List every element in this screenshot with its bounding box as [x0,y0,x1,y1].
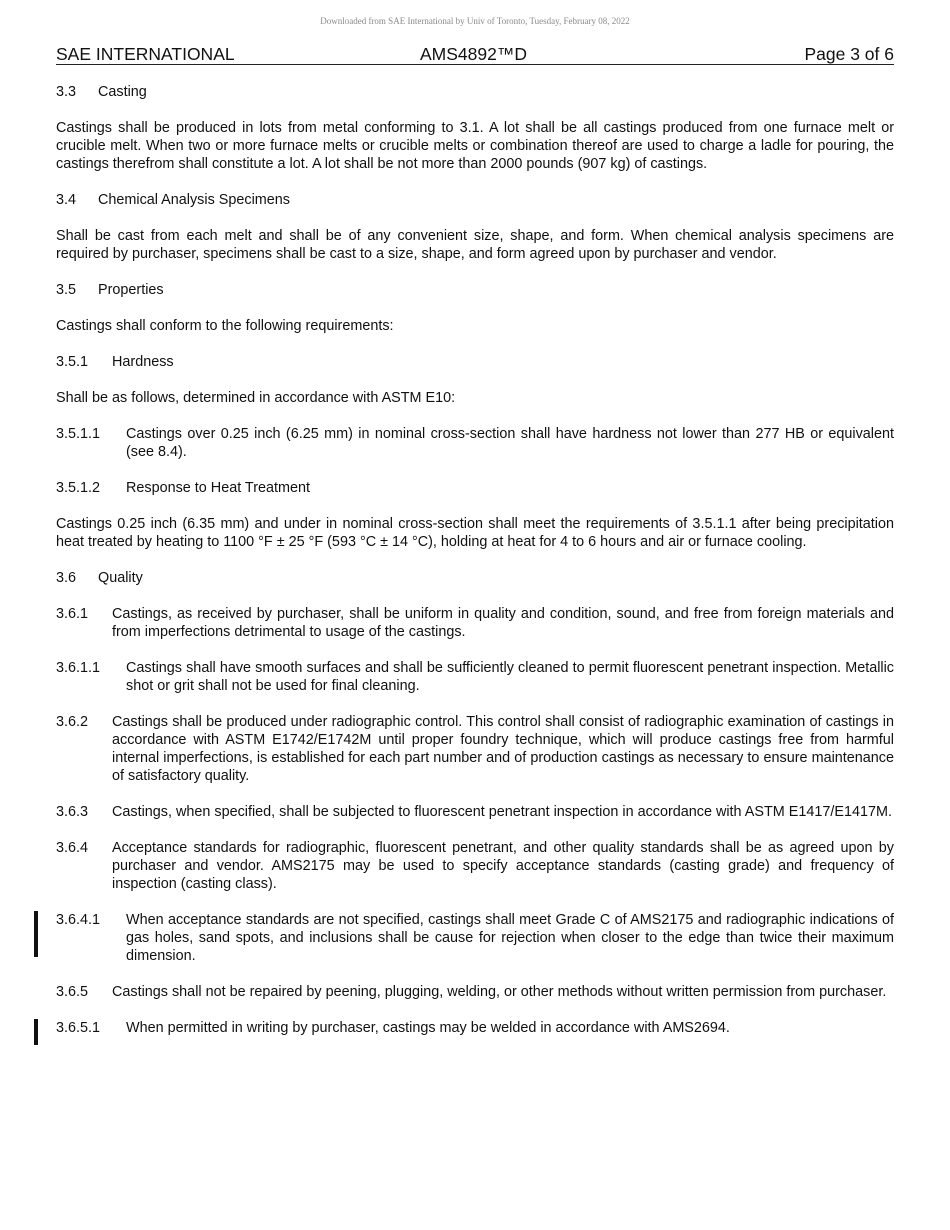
clause-number: 3.6.3 [56,804,89,820]
section-number: 3.5.1 [56,354,89,370]
header-publisher: SAE INTERNATIONAL [56,44,235,64]
section-title: Properties [98,282,164,298]
clause-3-6-1-1 [56,659,894,695]
section-body-3-5-1-2: Castings 0.25 inch (6.35 mm) and under in nominal cross-section shall meet the requirements of 3.5.1.1 after being precipitation heat treated by heating to 1100 °F ± 25 °F (593 °C ± 14 °C), holding at heat for 4 to 6 hours and air or furnace cooling. [56,516,894,550]
section-title: Response to Heat Treatment [126,480,310,496]
clause-text: Acceptance standards for radiographic, fluorescent penetrant, and other quality standards shall be as agreed upon by purchaser and vendor. AMS2175 may be used to specify acceptance standards (casting grade) and frequency of inspection (casting class). [112,840,894,892]
clause-3-6-5 [56,983,894,1001]
clause-number: 3.6.1 [56,606,89,622]
clause-text: Castings shall have smooth surfaces and shall be sufficiently cleaned to permit fluorescent penetrant inspection. Metallic shot or grit shall not be used for final cleaning. [126,660,894,694]
document-body [56,83,894,1055]
clause-text: Castings shall be produced under radiographic control. This control shall consist of radiographic examination of castings in accordance with ASTM E1742/E1742M until proper foundry technique, which will produce castings free from harmful internal imperfections, is established for each part number and of production castings as necessary to ensure maintenance of satisfactory quality. [112,714,894,784]
section-body-3-4: Shall be cast from each melt and shall be of any convenient size, shape, and form. When chemical analysis specimens are required by purchaser, specimens shall be cast to a size, shape, and form agreed upon by purchaser and vendor. [56,228,894,262]
page-header [56,44,894,65]
section-body-3-5: Castings shall conform to the following requirements: [56,318,394,334]
clause-text: Castings over 0.25 inch (6.25 mm) in nominal cross-section shall have hardness not lower than 277 HB or equivalent (see 8.4). [126,426,894,460]
revision-change-bar [34,1019,38,1045]
clause-3-6-4 [56,839,894,893]
section-body-3-3: Castings shall be produced in lots from metal conforming to 3.1. A lot shall be all castings produced from one furnace melt or crucible melt. When two or more furnace melts or crucible melts or combination thereof are used to charge a ladle for pouring, the castings therefrom shall constitute a lot. A lot shall be not more than 2000 pounds (907 kg) of castings. [56,120,894,172]
section-number: 3.3 [56,84,77,100]
section-heading-3-5-1-2 [56,479,894,497]
clause-3-6-4-1 [56,911,894,965]
clause-3-6-3 [56,803,894,821]
clause-number: 3.6.4 [56,840,89,856]
clause-number: 3.6.5.1 [56,1020,101,1036]
clause-text: Castings, when specified, shall be subjected to fluorescent penetrant inspection in accordance with ASTM E1417/E1417M. [112,804,892,820]
clause-text: When acceptance standards are not specified, castings shall meet Grade C of AMS2175 and radiographic indications of gas holes, sand spots, and inclusions shall be cause for rejection when closer to the edge than twice their maximum dimension. [126,912,894,964]
section-heading-3-4 [56,191,894,209]
section-number: 3.5.1.2 [56,480,101,496]
clause-number: 3.5.1.1 [56,426,101,442]
revision-change-bar [34,911,38,957]
section-heading-3-6 [56,569,894,587]
section-number: 3.4 [56,192,77,208]
section-number: 3.5 [56,282,77,298]
clause-number: 3.6.1.1 [56,660,101,676]
section-heading-3-5 [56,281,894,299]
clause-text: When permitted in writing by purchaser, castings may be welded in accordance with AMS2694. [126,1020,730,1036]
clause-3-6-1 [56,605,894,641]
clause-number: 3.6.2 [56,714,89,730]
section-title: Chemical Analysis Specimens [98,192,290,208]
clause-text: Castings, as received by purchaser, shall be uniform in quality and condition, sound, and free from foreign materials and from imperfections detrimental to usage of the castings. [112,606,894,640]
clause-3-6-5-1 [56,1019,894,1037]
clause-number: 3.6.5 [56,984,89,1000]
clause-text: Castings shall not be repaired by peening, plugging, welding, or other methods without written permission from purchaser. [112,984,887,1000]
section-number: 3.6 [56,570,77,586]
header-document-id: AMS4892™D [420,44,527,64]
section-body-3-5-1: Shall be as follows, determined in accordance with ASTM E10: [56,390,456,406]
section-heading-3-3 [56,83,894,101]
header-page-number: Page 3 of 6 [804,44,894,64]
section-title: Quality [98,570,143,586]
section-heading-3-5-1 [56,353,894,371]
section-title: Casting [98,84,147,100]
section-title: Hardness [112,354,174,370]
clause-3-5-1-1 [56,425,894,461]
clause-3-6-2 [56,713,894,785]
clause-number: 3.6.4.1 [56,912,101,928]
download-watermark: Downloaded from SAE International by Univ of Toronto, Tuesday, February 08, 2022 [320,16,630,26]
